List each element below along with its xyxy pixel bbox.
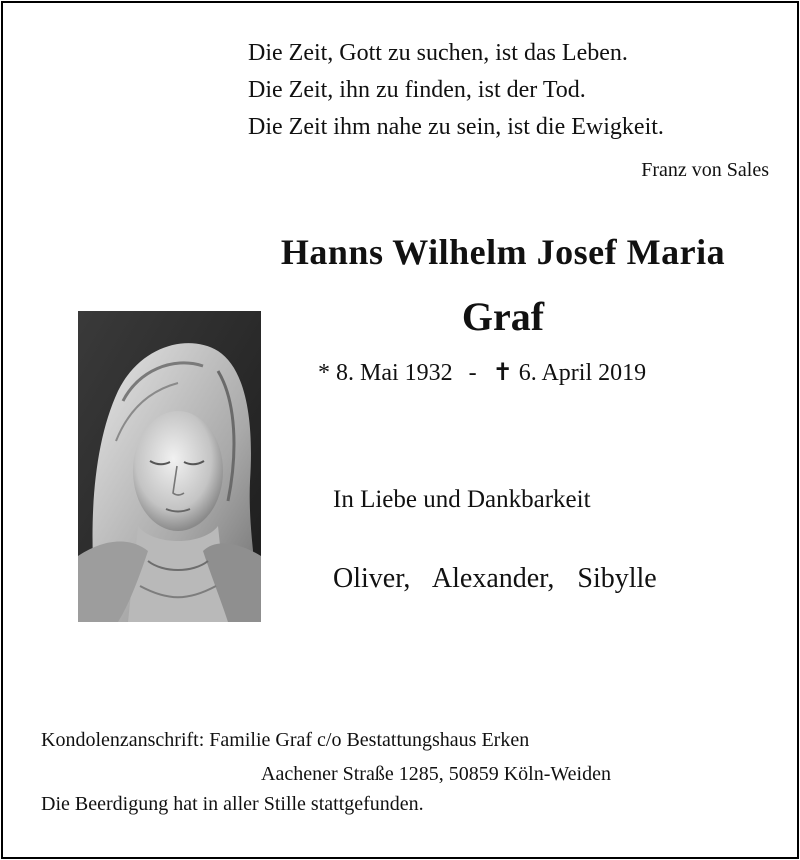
poem-line: Die Zeit ihm nahe zu sein, ist die Ewigkeit.: [248, 114, 664, 140]
birth-date: * 8. Mai 1932: [318, 360, 453, 386]
poem-quote: [248, 35, 664, 146]
life-dates: [318, 358, 646, 387]
death-date: ✝ 6. April 2019: [492, 360, 647, 386]
date-separator: -: [468, 360, 477, 386]
deceased-first-names: Hanns Wilhelm Josef Maria: [280, 232, 726, 272]
mourner-name: Oliver,: [333, 563, 411, 594]
mourner-name: Alexander,: [431, 563, 555, 594]
mourner-names: [333, 563, 673, 595]
deceased-last-name: Graf: [461, 294, 545, 339]
madonna-image: [78, 311, 261, 622]
condolence-line: Kondolenzanschrift: Familie Graf c/o Bestattungshaus Erken: [41, 729, 530, 751]
burial-note: Die Beerdigung hat in aller Stille stattgefunden.: [41, 793, 424, 815]
dedication-text: In Liebe und Dankbarkeit: [333, 486, 591, 513]
condolence-address: [41, 723, 611, 791]
poem-author: Franz von Sales: [641, 159, 769, 181]
condolence-line: Aachener Straße 1285, 50859 Köln-Weiden: [261, 763, 611, 785]
poem-line: Die Zeit, ihn zu finden, ist der Tod.: [248, 77, 586, 103]
mourner-name: Sibylle: [577, 563, 657, 594]
obituary-notice: [1, 1, 799, 859]
poem-line: Die Zeit, Gott zu suchen, ist das Leben.: [248, 40, 628, 66]
